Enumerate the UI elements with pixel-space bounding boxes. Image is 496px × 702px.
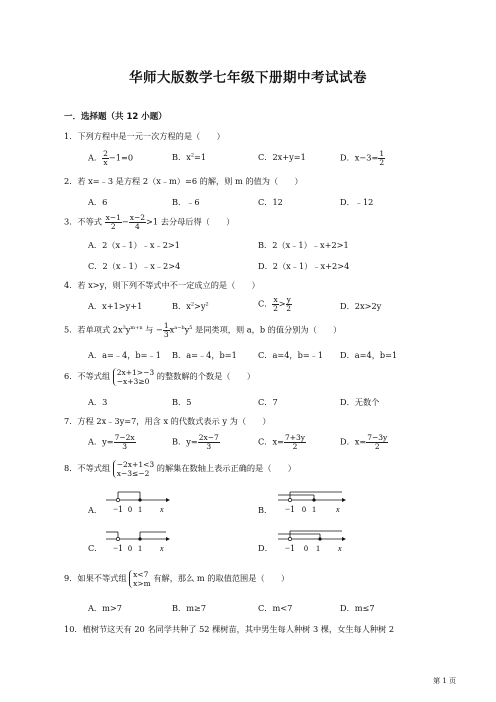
svg-text:1: 1 (316, 544, 320, 553)
q3-option-b: B．2（x﹣1）﹣x+2>1 (258, 240, 349, 250)
q1-option-d: D．x−3= $\frac{1}{2}$ (340, 149, 385, 167)
question-3: 3．不等式 $\frac{x-1}{2}$ − $\frac{x-2}{4}$ >1 去分母后得（ ） (64, 213, 235, 231)
question-9: 9．如果不等式组 x<7 x>m 有解，那么 m 的取值范围是（ ） (64, 570, 290, 588)
q1-option-c: C．2x+y=1 (258, 152, 306, 162)
q8-option-b: B． (258, 505, 273, 515)
q9-option-d: D．m≤7 (340, 603, 375, 613)
q5-option-d: D．a=4，b=1 (340, 350, 398, 360)
q5-option-a: A．a=﹣4，b=﹣1 (88, 350, 161, 360)
question-6: 6．不等式组 2x+1>−3 −x+3≥0 的整数解的个数是（ ） (64, 368, 256, 386)
q8-number-line-a (104, 486, 174, 516)
q2-option-b: B．﹣6 (172, 197, 200, 207)
q6-option-b: B．5 (172, 397, 192, 407)
q8-option-c: C． (88, 543, 103, 553)
q4-option-c: C． $\frac{x}{2}$ > $\frac{y}{2}$ (258, 295, 292, 313)
svg-text:1: 1 (138, 505, 142, 514)
q4-option-d: D．2x>2y (340, 301, 382, 311)
q7-option-c: C．x= $\frac{7+3y}{2}$ (258, 433, 306, 451)
q6-option-a: A．3 (88, 397, 108, 407)
svg-text:1: 1 (138, 544, 142, 553)
svg-text:0: 0 (128, 544, 132, 553)
svg-text:−1: −1 (285, 504, 295, 514)
svg-text:−1: −1 (113, 543, 123, 553)
q1-option-a: A． $\frac{2}{x}$ −1=0 (88, 149, 134, 167)
q3-option-d: D．2（x﹣1）﹣x+2>4 (258, 261, 350, 271)
svg-text:0: 0 (302, 505, 306, 514)
svg-text:0: 0 (128, 505, 132, 514)
page-number: 第 1 页 (433, 677, 456, 685)
question-8: 8．不等式组 −2x+1<3 x−3≤−2 的解集在数轴上表示正确的是（ ） (64, 460, 296, 478)
question-4: 4．若 x>y，则下列不等式中不一定成立的是（ ） (64, 280, 260, 290)
q8-number-line-d (276, 525, 350, 555)
question-1: 1．下列方程中是一元一次方程的是（ ） (64, 131, 225, 141)
q4-option-b: B．$x^2>y^2$ (172, 301, 209, 311)
q2-option-c: C．12 (258, 197, 283, 207)
section-heading: 一．选择题（共 12 小题） (64, 112, 167, 122)
svg-text:x: x (160, 544, 164, 553)
question-2: 2．若 x=﹣3 是方程 2（x﹣m）=6 的解，则 m 的值为（ ） (64, 176, 303, 186)
q6-option-c: C．7 (258, 397, 278, 407)
q7-option-d: D．x= $\frac{7-3y}{2}$ (340, 433, 388, 451)
q4-option-a: A．x+1>y+1 (88, 301, 143, 311)
q7-option-b: B．y= $\frac{2x-7}{3}$ (172, 433, 219, 451)
q7-option-a: A．y= $\frac{7-2x}{3}$ (88, 433, 135, 451)
svg-text:x: x (338, 544, 342, 553)
svg-text:x: x (336, 505, 340, 514)
svg-text:x: x (160, 505, 164, 514)
question-5: 5．若单项式 $2x^3y^{m+n}$ 与 − $\frac{1}{3}$ $x^{a-b}y^5$ 是同类项，则 a，b 的值分别为（ ） (64, 321, 342, 339)
q9-option-b: B．m≥7 (172, 603, 207, 613)
q8-option-d: D． (258, 543, 273, 553)
q5-option-b: B．a=﹣4，b=1 (172, 350, 237, 360)
q2-option-d: D．﹣12 (340, 197, 374, 207)
q1-option-b: B．$x^2=1$ (172, 152, 207, 162)
q5-option-c: C．a=4，b=﹣1 (258, 350, 324, 360)
svg-text:−1: −1 (113, 504, 123, 514)
q8-number-line-c (104, 525, 174, 555)
svg-text:1: 1 (312, 505, 316, 514)
q9-option-c: C．m<7 (258, 603, 293, 613)
question-7: 7．方程 2x﹣3y=7，用含 x 的代数式表示 y 为（ ） (64, 416, 271, 426)
page-title: 华师大版数学七年级下册期中考试试卷 (129, 70, 367, 86)
svg-text:0: 0 (304, 544, 308, 553)
q9-option-a: A．m>7 (88, 603, 122, 613)
q3-option-a: A．2（x﹣1）﹣x﹣2>1 (88, 240, 180, 250)
q8-option-a: A． (88, 505, 103, 515)
svg-text:−1: −1 (285, 543, 295, 553)
q2-option-a: A．6 (88, 197, 108, 207)
q6-option-d: D．无数个 (340, 397, 380, 407)
question-10: 10．植树节这天有 20 名同学共种了 52 棵树苗，其中男生每人种树 3 棵，女生每人种树 2 (64, 624, 395, 634)
q8-number-line-b (276, 486, 350, 516)
q3-option-c: C．2（x﹣1）﹣x﹣2>4 (88, 261, 181, 271)
